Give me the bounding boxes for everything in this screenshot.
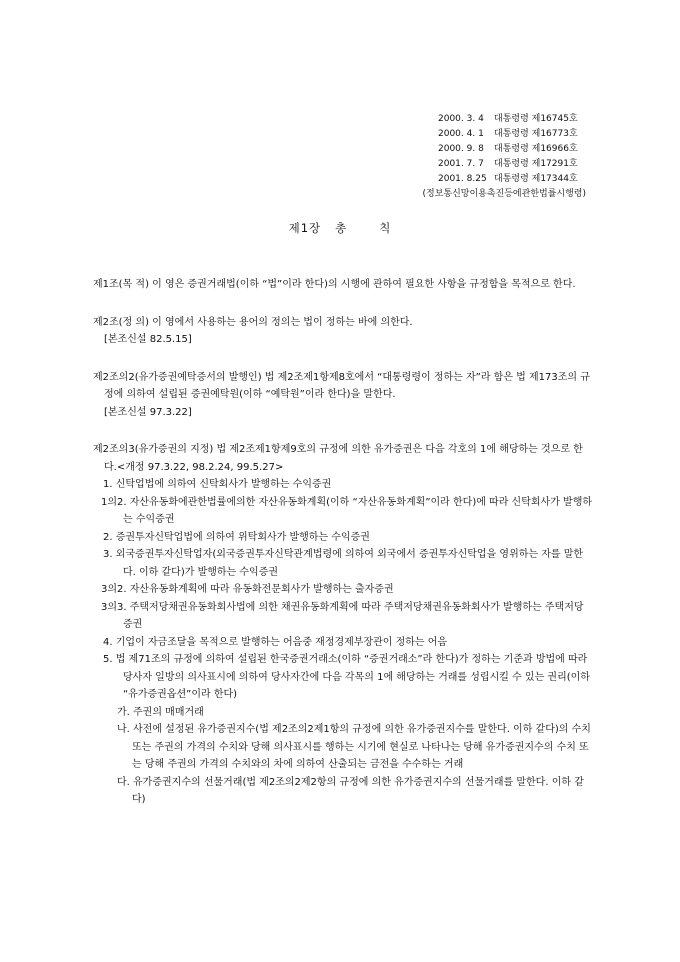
chapter-title: [0, 220, 680, 236]
amendment-row: [422, 142, 586, 157]
amendment-law: 대통령령 제16773호: [494, 129, 578, 139]
article-2-3-items: [93, 476, 593, 809]
list-item-s2: 나. 사전에 설정된 유가증권지수(법 제2조의2제1항의 규정에 의한 유가증권지수를 말한다. 이하 같다)의 수치 또는 주권의 가격의 수치와 당해 의사표시를 행하는 시기에 현실로 나타나는 당해 유가증권지수의 수치 또는 당해 주권의 가격의 수치와의 차에 의하여 산출되는 금전을 수수하는 거래: [117, 724, 591, 770]
list-item-i5: 5. 법 제71조의 규정에 의하여 설립된 한국증권거래소(이하 “증권거래소”라 한다)가 정하는 기준과 방법에 따라 당사자 일방의 의사표시에 의하여 당사자간에 다음 각목의 1에 해당하는 거래를 성립시킬 수 있는 권리(이하 “유가증권옵션”이라 한다): [103, 654, 590, 700]
article-2-note: [본조신설 82.5.15]: [104, 334, 192, 345]
amendment-note: (정보통신망이용촉진등에관한법률시행령): [422, 189, 586, 199]
amendment-law: 대통령령 제16745호: [494, 114, 578, 124]
article-2: 제2조(정 의) 이 영에서 사용하는 용어의 정의는 법이 정하는 바에 의한다.: [93, 316, 413, 328]
list-item-i2: 2. 증권투자신탁업법에 의하여 위탁회사가 발행하는 수익증권: [103, 531, 370, 543]
amendment-date: 2000. 3. 4: [438, 114, 484, 124]
chapter-number: 제1장: [288, 221, 322, 235]
list-item-s1: 가. 주권의 매매거래: [117, 706, 204, 718]
amendment-law: 대통령령 제17291호: [494, 159, 578, 169]
list-item-s3: 다. 유가증권지수의 선물거래(법 제2조의2제2항의 규정에 의한 유가증권지수의 선물거래를 말한다. 이하 같다): [117, 776, 584, 805]
chapter-title-part: 총: [335, 221, 348, 235]
chapter-title-part: 칙: [379, 221, 392, 235]
list-item-i3: 3. 외국증권투자신탁업자(외국증권투자신탁관계법령에 의하여 외국에서 증권투자신탁업을 영위하는 자를 말한다. 이하 같다)가 발행하는 수익증권: [103, 549, 584, 578]
list-item-i33: 3의3. 주택저당채권유동화회사법에 의한 채권유동화계획에 따라 주택저당채권유동화회사가 발행하는 주택저당증권: [101, 601, 584, 630]
article-2-2: 제2조의2(유가증권예탁증서의 발행인) 법 제2조제1항제8호에서 “대통령령이 정하는 자”라 함은 법 제173조의 규정에 의하여 설립된 증권예탁원(이하 “예탁원”이라 한다)을 말한다.: [93, 371, 590, 400]
amendment-history: [422, 112, 586, 202]
amendment-law: 대통령령 제17344호: [494, 174, 578, 184]
list-item-i32: 3의2. 자산유동화계획에 따라 유동화전문회사가 발행하는 출자증권: [101, 584, 394, 595]
article-1: 제1조(목 적) 이 영은 증권거래법(이하 “법”이라 한다)의 시행에 관하여 필요한 사항을 규정함을 목적으로 한다.: [93, 279, 576, 290]
article-2-3: 제2조의3(유가증권의 지정) 법 제2조제1항제9호의 규정에 의한 유가증권은 다음 각호의 1에 해당하는 것으로 한다.<개정 97.3.22, 98.2.24, 99.5.27>: [93, 444, 583, 473]
amendment-date: 2001. 7. 7: [438, 159, 484, 169]
amendment-row: [422, 172, 586, 187]
list-item-i4: 4. 기업이 자금조달을 목적으로 발행하는 어음중 재정경제부장관이 정하는 어음: [103, 636, 448, 648]
articles: [93, 276, 593, 809]
article-2-2-note: [본조신설 97.3.22]: [104, 406, 192, 418]
amendment-row: [422, 157, 586, 172]
list-item-i1: 1. 신탁업법에 의하여 신탁회사가 발행하는 수익증권: [103, 479, 332, 490]
amendment-row: [422, 127, 586, 142]
amendment-date: 2000. 4. 1: [438, 129, 484, 139]
list-item-i12: 1의2. 자산유동화에관한법률에의한 자산유동화계획(이하 “자산유동화계획”이라 한다)에 따라 신탁회사가 발행하는 수익증권: [101, 496, 593, 525]
amendment-date: 2000. 9. 8: [438, 144, 484, 154]
amendment-law: 대통령령 제16966호: [494, 144, 578, 154]
amendment-row: [422, 112, 586, 127]
amendment-date: 2001. 8.25: [438, 174, 487, 184]
